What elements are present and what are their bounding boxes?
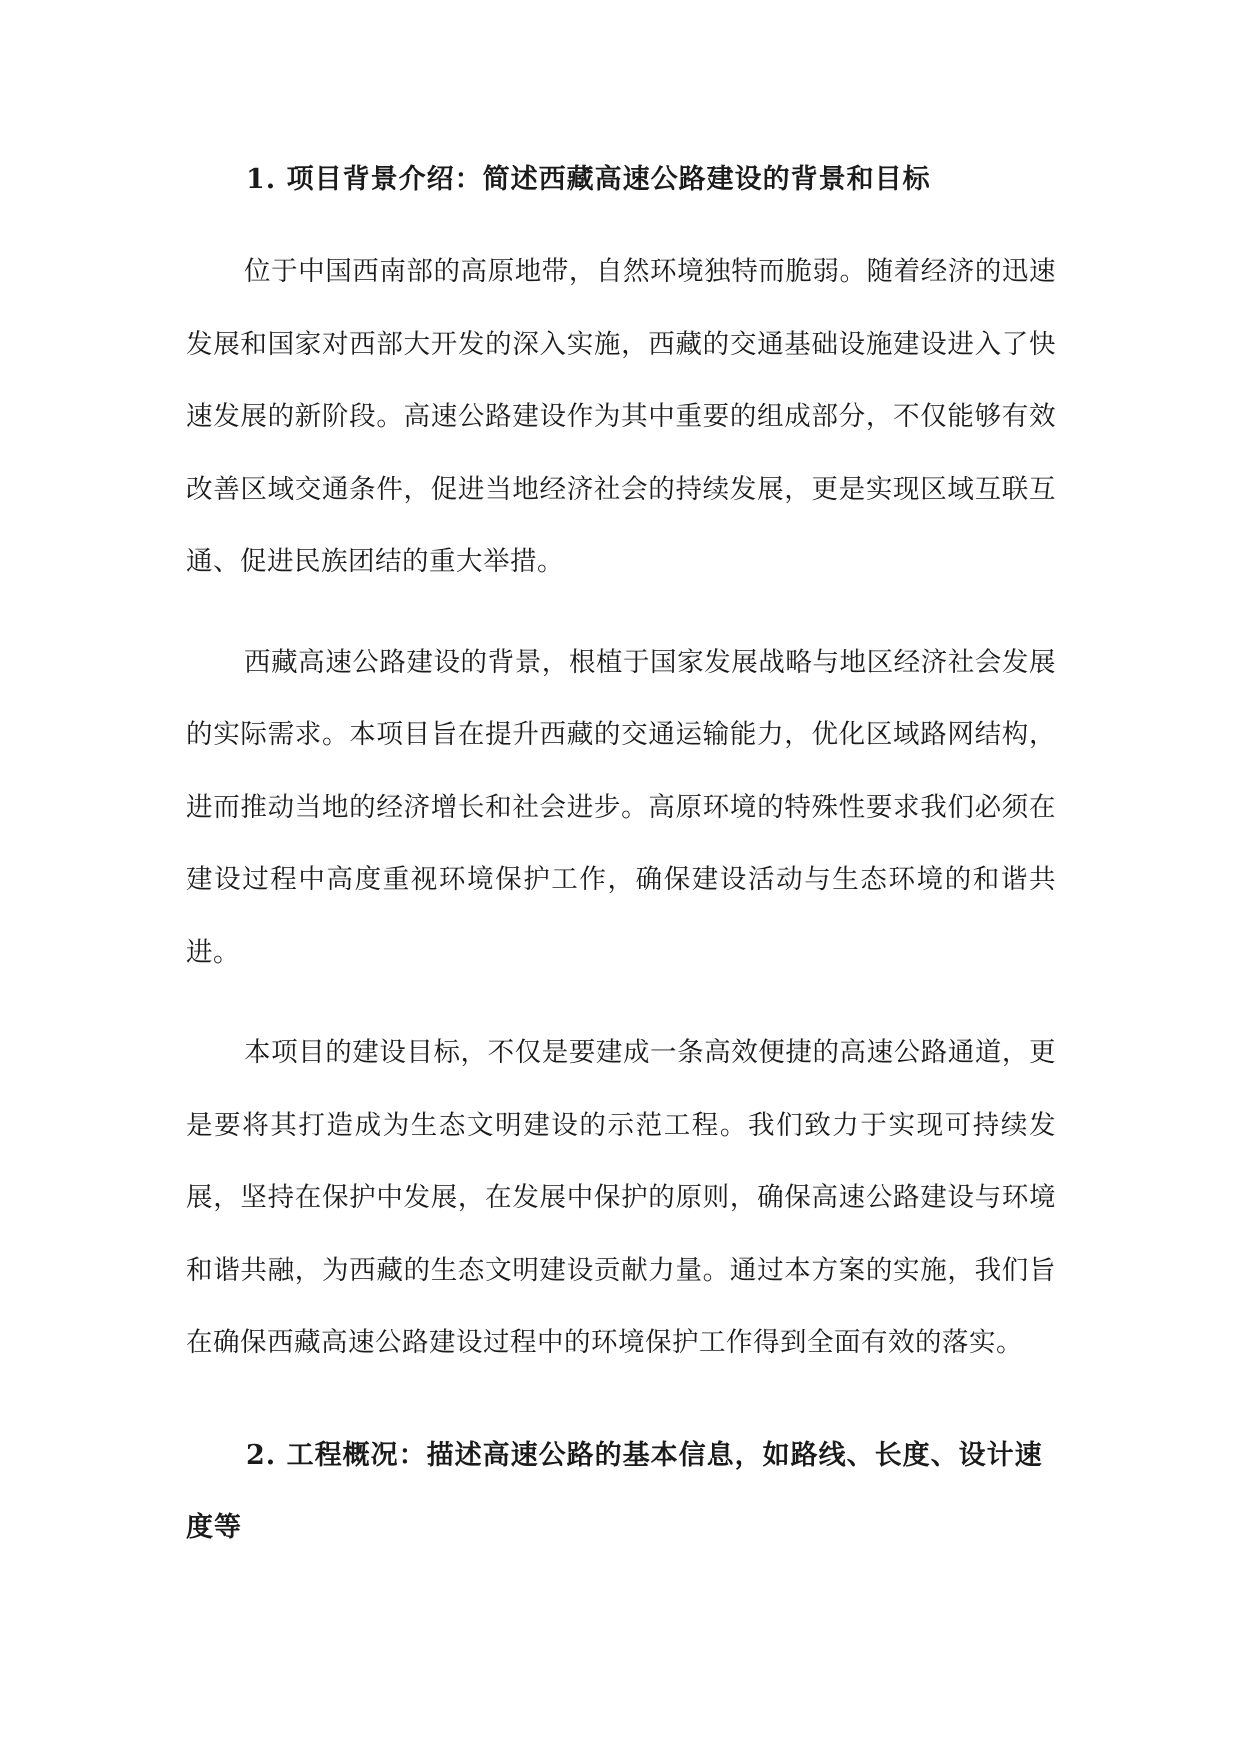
section-1-paragraph-1: 位于中国西南部的高原地带，自然环境独特而脆弱。随着经济的迅速发展和国家对西部大开发的深入实施，西藏的交通基础设施建设进入了快速发展的新阶段。高速公路建设作为其中重要的组成部分，不仅能够有效改善区域交通条件，促进当地经济社会的持续发展，更是实现区域互联互通、促进民族团结的重大举措。: [186, 256, 1056, 577]
section-1-paragraph-3: 本项目的建设目标，不仅是要建成一条高效便捷的高速公路通道，更是要将其打造成为生态文明建设的示范工程。我们致力于实现可持续发展，坚持在保护中发展，在发展中保护的原则，确保高速公路建设与环境和谐共融，为西藏的生态文明建设贡献力量。通过本方案的实施，我们旨在确保西藏高速公路建设过程中的环境保护工作得到全面有效的落实。: [186, 1037, 1056, 1358]
section-2-heading: 2. 工程概况：描述高速公路的基本信息，如路线、长度、设计速度等: [186, 1439, 1043, 1543]
document-body: [186, 144, 1056, 1564]
section-1-heading: 1. 项目背景介绍：简述西藏高速公路建设的背景和目标: [246, 164, 931, 195]
section-1-paragraph-2: 西藏高速公路建设的背景，根植于国家发展战略与地区经济社会发展的实际需求。本项目旨在提升西藏的交通运输能力，优化区域路网结构，进而推动当地的经济增长和社会进步。高原环境的特殊性要求我们必须在建设过程中高度重视环境保护工作，确保建设活动与生态环境的和谐共进。: [186, 646, 1056, 968]
